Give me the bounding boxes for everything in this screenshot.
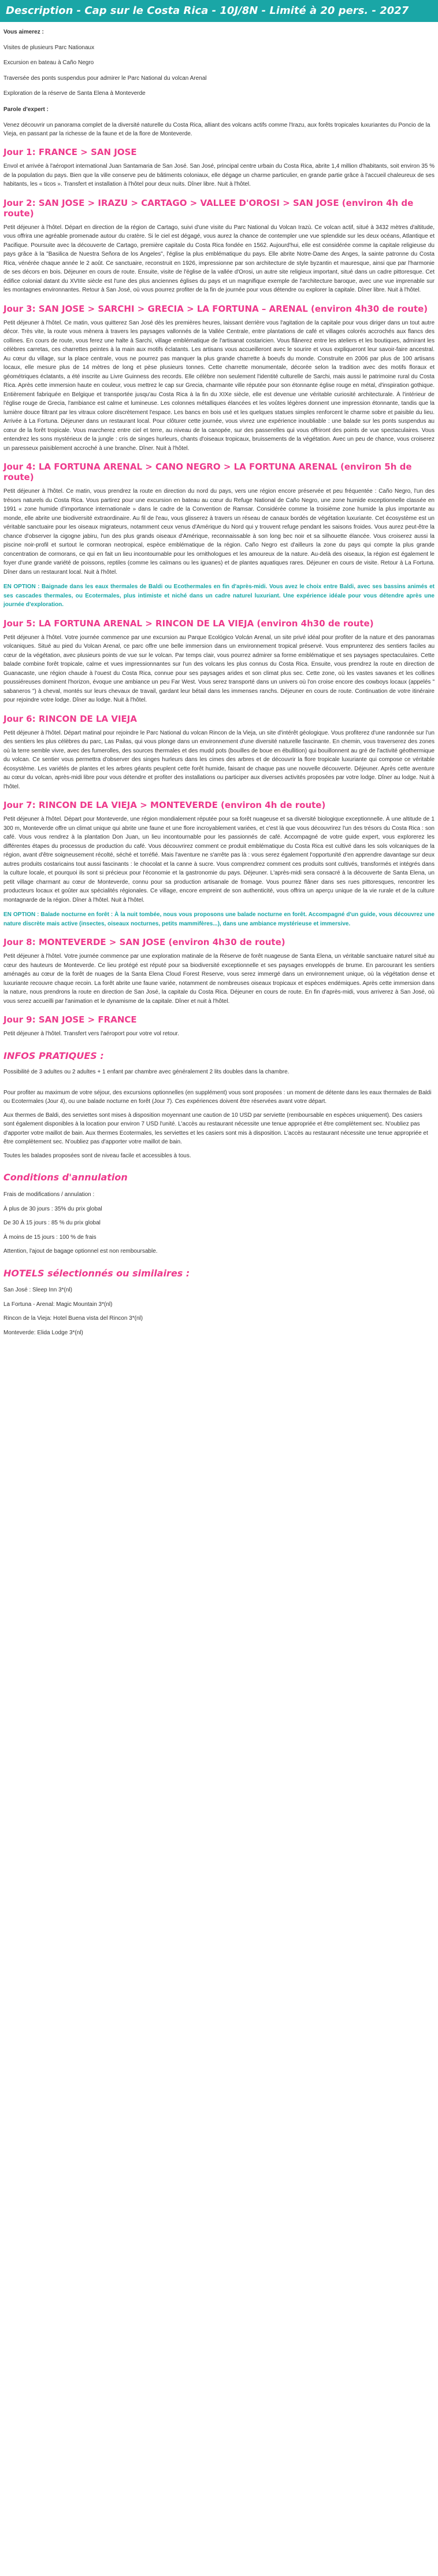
day-title: Jour 4: LA FORTUNA ARENAL > CANO NEGRO > LA FORTUNA ARENAL (environ 5h de route) (3, 462, 412, 482)
intro-item: Exploration de la réserve de Santa Elena à Monteverde (3, 90, 146, 97)
day-text: Petit déjeuner à l'hôtel. Ce matin, vous prendrez la route en direction du nord du pays, vers une région encore préservée et peu fréquentée : Caño Negro, l'un des trésors naturels du Costa Rica. Vous partirez pour une excursion en bateau au cœur du Refuge National de Caño Negro, une zone humide exceptionnelle classée en 1991 « zone humide d'importance internationale » dans le cadre de la Convention de Ramsar. Considérée comme la troisième zone humide la plus importante au monde, elle abrite une biodiversité extraordinaire. Au fil de l'eau, vous glisserez à travers un réseau de canaux bordés de végétation luxuriante. Cet écosystème est un véritable sanctuaire pour les oiseaux migrateurs, notamment ceux venus d'Amérique du Nord qui y trouvent refuge pendant les saisons froides. Vous aurez peut-être la chance d'observer la cigogne jabiru, l'un des plus grands oiseaux d'Amérique, reconnaissable à son long bec noir et sa silhouette élancée. Vous croiserez aussi la piscine noir-profil et surtout le cormoran neotropical, espèce emblématique de la région. Caño Negro est d'ailleurs la zone du pays qui compte la plus grande concentration de cormorans, ce qui en fait un lieu incontournable pour les ornithologues et les amoureux de la nature. Au-delà des oiseaux, la région est également le foyer d'une grande variété de poissons, reptiles (comme les caïmans ou les iguanes) et de plantes aquatiques rares. Déjeuner en cours de visite. Retour à La Fortuna. Dîner dans un restaurant local. Nuit à l'hôtel. (3, 488, 435, 575)
infos-title: INFOS PRATIQUES : (3, 1050, 104, 1061)
infos-text: Possibilité de 3 adultes ou 2 adultes + 1 enfant par chambre avec généralement 2 lits doubles dans la chambre. (3, 1069, 289, 1076)
hotel-item: La Fortuna - Arenal: Magic Mountain 3*(nl) (3, 1301, 113, 1308)
infos-text: Aux thermes de Baldi, des serviettes sont mises à disposition moyennant une caution de 10 USD par serviette (remboursable en espèces uniquement). Des casiers sont également disponibles à la location pour environ 7 USD l'unité. L'accès au restaurant nécessite une tenue appropriée et être complètement sec. N'oubliez pas d'apporter votre maillot de bain. Aux thermes Ecotermales, les serviettes et les casiers sont mis à disposition. L'accès au restaurant nécessite une tenue appropriée et être complètement sec. N'oubliez pas d'apporter votre maillot de bain. (3, 1112, 428, 1146)
day-text: Petit déjeuner à l'hôtel. Départ matinal pour rejoindre le Parc National du volcan Rincon de la Vieja, un site d'intérêt géologique. Vous profiterez d'une randonnée sur l'un des sentiers les plus célèbres du parc, Las Pailas, qui vous plonge dans un environnement d'une diversité naturelle fascinante. En chemin, vous traverserez des zones où la terre semble vivre, avec des fumerolles, des sources thermales et des mudd pots (bouilles de boue en ébullition) qui bouillonnent au gré de l'activité géothermique du volcan. Ce sentier vous permettra d'observer des singes hurleurs dans les cimes des arbres et de découvrir la flore tropicale luxuriante qui compose ce véritable écosystème. Les variétés de plantes et les arbres géants peuplent cette forêt humide, faisant de chaque pas une nouvelle découverte. Déjeuner. Après cette aventure au cœur du volcan, après-midi libre pour vous détendre et profiter des installations ou participer aux diverses activités proposées par votre lodge. Dîner au lodge. Nuit à l'hôtel. (3, 729, 435, 790)
option-night-walk: EN OPTION : Balade nocturne en forêt : À la nuit tombée, nous vous proposons une balade nocturne en forêt. Accompagné d'un guide, vous découvrez une nature discrète mais active (insectes, oiseaux nocturnes, petits mammifères...), dans une ambiance mystérieuse et immersive. (3, 911, 435, 927)
intro-item: Traversée des ponts suspendus pour admirer le Parc National du volcan Arenal (3, 75, 207, 82)
day-title: Jour 9: SAN JOSE > FRANCE (3, 1014, 137, 1025)
day-title: Jour 7: RINCON DE LA VIEJA > MONTEVERDE (environ 4h de route) (3, 800, 326, 810)
day-text: Petit déjeuner à l'hôtel. Départ pour Monteverde, une région mondialement réputée pour sa forêt nuageuse et sa diversité biologique exceptionnelle. À une altitude de 1 300 m, Monteverde offre un climat unique qui abrite une faune et une flore incroyablement variées, et c'est là que vous découvrirez l'un des trésors du Costa Rica : son café. Vous vous rendrez à la plantation Don Juan, un lieu incontournable pour les passionnés de café. Accompagné de votre guide expert, vous explorerez les différentes étapes du processus de production du café. Vous découvrirez comment ce produit emblématique du Costa Rica est cultivé dans les sols volcaniques de la région, avant d'être soigneusement récolté, séché et torréfié. Mais l'aventure ne s'arrête pas là : vous serez également l'opportunité d'en apprendre davantage sur deux autres produits costaricains tout aussi fascinants : le chocolat et la canne à sucre. Vous comprendrez comment ces produits sont cultivés, transformés et intégrés dans la culture locale, et pourquoi ils sont si précieux pour l'économie et la gastronomie du pays. Déjeuner. L'après-midi sera consacré à la découverte de Santa Elena, un petit village charmant au cœur de Monteverde, connu pour sa production artisanale de fromage. Vous pourrez flâner dans ses rues pittoresques, rencontrer les producteurs locaux et goûter aux spécialités régionales. Ce village, encore empreint de son authenticité, vous offrira un aperçu unique de la vie rurale et de la culture montagnarde de la région. Dîner à l'hôtel. Nuit à l'hôtel. (3, 816, 435, 903)
intro-label: Vous aimerez : (3, 29, 44, 35)
day-title: Jour 3: SAN JOSE > SARCHI > GRECIA > LA FORTUNA – ARENAL (environ 4h30 de route) (3, 303, 428, 314)
day-text: Envol et arrivée à l'aéroport international Juan Santamaria de San José. San José, principal centre urbain du Costa Rica, abrite 1,4 million d'habitants, soit environ 35 % de la population du pays. Bien que la ville conserve peu de bâtiments coloniaux, elle dégage un charme particulier, en grande partie grâce à l'accueil chaleureux de ses habitants, les « ticos ». Transfert et installation à l'hôtel pour deux nuits. Dîner libre. Nuit à l'hôtel. (3, 163, 435, 187)
cancel-item: De 30 À 15 jours : 85 % du prix global (3, 1220, 101, 1227)
infos-text: Pour profiter au maximum de votre séjour, des excursions optionnelles (en supplément) vous sont proposées : un moment de détente dans les eaux thermales de Baldi ou Ecotermales (Jour 4), ou une balade nocturne en forêt (Jour 7). Ces expériences doivent être réservées avant votre départ. (3, 1089, 432, 1105)
page-banner: Description - Cap sur le Costa Rica - 10J/8N - Limité à 20 pers. - 2027 (0, 0, 438, 22)
day-title: Jour 8: MONTEVERDE > SAN JOSE (environ 4h30 de route) (3, 937, 285, 947)
day-title: Jour 2: SAN JOSE > IRAZU > CARTAGO > VALLEE D'OROSI > SAN JOSE (environ 4h de route) (3, 197, 414, 219)
day-text: Petit déjeuner à l'hôtel. Votre journée commence par une exploration matinale de la Réserve de forêt nuageuse de Santa Elena, un véritable sanctuaire naturel situé au cœur des hauteurs de Monteverde. Ce lieu protégé est réputé pour sa biodiversité exceptionnelle et ses paysages enveloppés de brume. En parcourant les sentiers aménagés au cœur de la forêt de nuages de la Santa Elena Cloud Forest Reserve, vous serez immergé dans un environnement unique, où la végétation dense et luxuriante recouvre chaque recoin. La forêt abrite une faune variée, notamment de nombreuses oiseaux tropicaux et espèces endémiques. Après cette immersion dans la nature, nous prendrons la route en direction de San José, la capitale du Costa Rica. Déjeuner en cours de route. En fin d'après-midi, vous arriverez à San José, où vous serez accueilli par l'animation et le dynamisme de la capitale. Dîner et nuit à l'hôtel. (3, 953, 435, 1005)
hotels-title: HOTELS sélectionnés ou similaires : (3, 1267, 190, 1279)
option-thermal: EN OPTION : Baignade dans les eaux thermales de Baldi ou Ecothermales en fin d'après-midi. Vous avez le choix entre Baldi, avec ses bassins animés et ses cascades thermales, ou Ecotermales, plus intimiste et niché dans un cadre naturel luxuriant. Une expérience idéale pour vous détendre après une journée d'exploration. (3, 584, 435, 608)
cancel-label: Frais de modifications / annulation : (3, 1191, 95, 1198)
hotel-item: Rincon de la Vieja: Hotel Buena vista del Rincon 3*(nl) (3, 1315, 143, 1322)
cancel-item: À moins de 15 jours : 100 % de frais (3, 1234, 96, 1241)
expert-label: Parole d'expert : (3, 106, 49, 113)
intro-item: Visites de plusieurs Parc Nationaux (3, 44, 95, 51)
infos-text: Toutes les balades proposées sont de niveau facile et accessibles à tous. (3, 1152, 191, 1159)
day-title: Jour 6: RINCON DE LA VIEJA (3, 713, 137, 724)
hotel-item: San José : Sleep Inn 3*(nl) (3, 1287, 72, 1294)
day-text: Petit déjeuner à l'hôtel. Ce matin, vous quitterez San José dès les premières heures, laissant derrière vous l'agitation de la capitale pour vous diriger dans un tout autre décor. Très vite, la route vous mènera à travers les paysages vallonnés de la Vallée Centrale, entre plantations de café et villages colorés accrochés aux flancs des collines. En cours de route, vous ferez une halte à Sarchi, village emblématique de l'artisanat costaricien. Vous flânerez entre les ateliers et les boutiques, admirant les célèbres carretas, ces charrettes peintes à la main aux motifs éclatants. Les artisans vous accueilleront avec le sourire et vous expliqueront leur savoir-faire ancestral. Au cœur du village, sur la place centrale, vous ne pourrez pas manquer la plus grande charrette à boeufs du monde. Construite en 2006 par plus de 100 artisans locaux, elle mesure plus de 14 mètres de long et pèse plusieurs tonnes. Cette charrette monumentale, décorée selon la tradition avec des motifs floraux et géométriques éclatants, a été inscrite au Livre Guinness des records. Elle célèbre non seulement l'identité culturelle de Sarchi, mais aussi le patrimoine rural du Costa Rica. Après cette immersion haute en couleur, vous mettrez le cap sur Grecia, charmante ville réputée pour son étonnante église rouge en métal, d'inspiration gothique. Entièrement fabriquée en Belgique et transportée jusqu'au Costa Rica à la fin du XIXe siècle, elle est devenue une véritable curiosité architecturale. À l'intérieur de l'église rouge de Grecia, l'ambiance est calme et lumineuse. Les colonnes métalliques élancées et les voûtes légères donnent une impression étonnante, tandis que la lumière douce filtrant par les vitraux colore discrètement l'espace. Les bancs en bois usé et les quelques statues simples renforcent le charme sobre et paisible du lieu. Arrivée à La Fortuna. Déjeuner dans un restaurant local. Pour clôturer cette journée, vous vivrez une expérience inoubliable : une balade sur les ponts suspendus au cœur de la forêt tropicale. Vous marcherez entre ciel et terre, au niveau de la canopée, sur des passerelles qui vous offriront des points de vue spectaculaires. Vous entendrez les sons mystérieux de la jungle : cris de singes hurleurs, chants d'oiseaux tropicaux, bruissements de la végétation. Avec un peu de chance, vous croiserez un paresseux paisiblement accroché à une branche. Dîner. Nuit à l'hôtel. (3, 319, 435, 452)
intro-item: Excursion en bateau à Caño Negro (3, 60, 94, 66)
main-content (0, 28, 438, 1337)
day-title: Jour 5: LA FORTUNA ARENAL > RINCON DE LA VIEJA (environ 4h30 de route) (3, 618, 374, 629)
cancel-item: À plus de 30 jours : 35% du prix global (3, 1205, 102, 1212)
expert-text: Venez découvrir un panorama complet de la diversité naturelle du Costa Rica, alliant des volcans actifs comme l'Irazu, aux forêts tropicales luxuriantes du Poncio de la Vieja, en passant par la richesse de la faune et de la flore de Monteverde. (3, 122, 430, 137)
day-text: Petit déjeuner à l'hôtel. Votre journée commence par une excursion au Parque Ecológico Volcán Arenal, un site privé idéal pour profiter de la nature et des panoramas volcaniques. Situé au pied du Volcan Arenal, ce parc offre une belle immersion dans un environnement tropical préservé. Vous emprunterez des sentiers faciles au cœur de la végétation, avec plusieurs points de vue sur le volcan. Par temps clair, vous pourrez admirer sa forme emblématique et ses paysages spectaculaires. Cette balade combine forêt tropicale, calme et vues impressionnantes sur l'un des volcans les plus connus du Costa Rica. Ensuite, vous prendrez la route en direction de Guanacaste, une région chaude à l'ouest du Costa Rica, connue pour ses paysages arides et son climat plus sec. Cette zone, où les vastes savanes et les collines poussiéreuses dominent l'horizon, évoque une ambiance un peu Far West. Vous serez transporté dans un univers où l'on croise encore des cowboys locaux (appelés " sabaneros ") à cheval, montés sur leurs chevaux de travail, gardant leur bétail dans les immenses ranchs. Déjeuner en cours de route. Continuation de votre itinéraire pour rejoindre votre lodge. Dîner au lodge. Nuit à l'hôtel. (3, 634, 435, 703)
day-text: Petit déjeuner à l'hôtel. Transfert vers l'aéroport pour votre vol retour. (3, 1031, 179, 1037)
cancel-title: Conditions d'annulation (3, 1172, 128, 1183)
hotel-item: Monteverde: Elida Lodge 3*(nl) (3, 1329, 83, 1336)
day-title: Jour 1: FRANCE > SAN JOSE (3, 147, 137, 157)
cancel-note: Attention, l'ajout de bagage optionnel est non remboursable. (3, 1248, 158, 1255)
day-text: Petit déjeuner à l'hôtel. Départ en direction de la région de Cartago, suivi d'une visite du Parc National du Volcan Irazù. Ce volcan actif, situé à 3432 mètres d'altitude, vous offrira une agréable promenade autour du cratère. Si le ciel est dégagé, vous aurez la chance de contempler une vue splendide sur les deux océans, Atlantique et Pacifique. Poursuite avec la découverte de Cartago, première capitale du Costa Rica fondée en 1562. Aujourd'hui, elle est considérée comme la capitale religieuse du pays grâce à la "Basilica de Nuestra Señora de los Angeles", l'église la plus emblématique du pays. Elle abrite Notre-Dame des Anges, la sainte patronne du Costa Rica, vénérée chaque année le 2 août. Ce sanctuaire, reconstruit en 1926, impressionne par son architecture de style byzantin et mauresque, ainsi que par l'harmonie de ses décors en bois. Déjeuner en cours de route. Ensuite, visite de l'église de la vallée d'Orosi, un autre site religieux important, situé dans un cadre pittoresque. Cet édifice colonial datant du XVIIIe siècle est l'une des plus anciennes églises du pays et un magnifique exemple de l'architecture baroque, avec une vue imprenable sur les montagnes environnantes. Retour à San José, où vous pourrez profiter de la fin de journée pour vous détendre ou explorer la capitale. Dîner libre. Nuit à l'hôtel. (3, 224, 435, 293)
